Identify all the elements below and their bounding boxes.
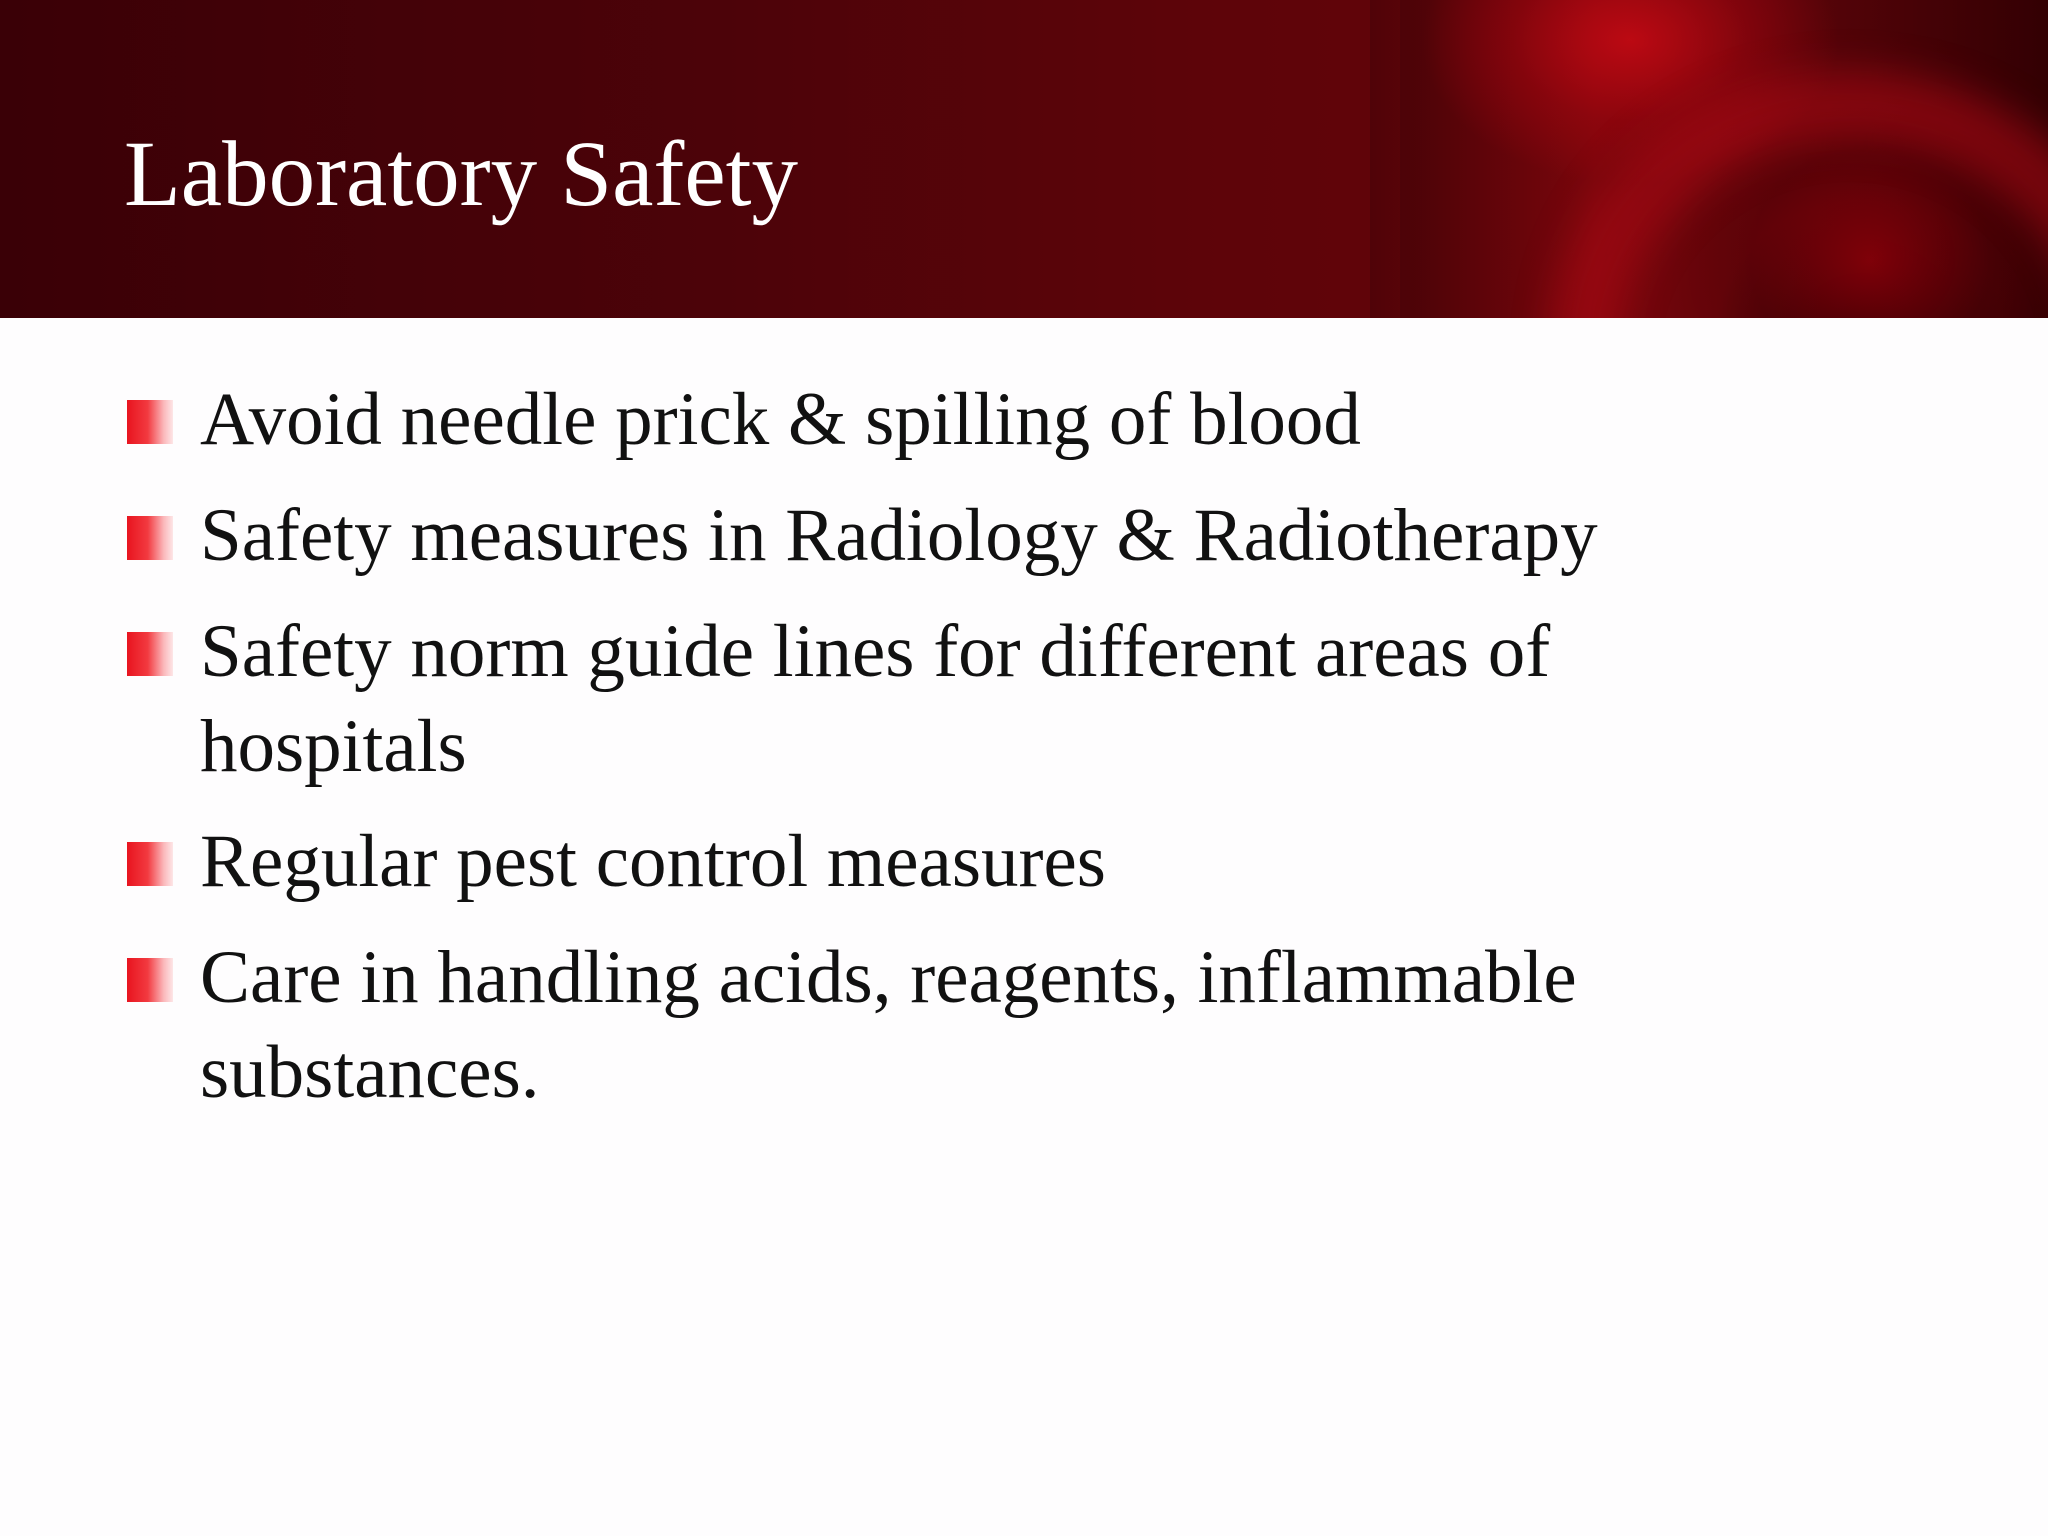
bullet-marker-icon [127, 400, 173, 444]
bullet-marker-icon [127, 842, 173, 886]
bullet-text: Avoid needle prick & spilling of blood [200, 378, 1361, 461]
header-decorative-image [1400, 0, 2048, 318]
bullet-marker-icon [127, 958, 173, 1002]
bullet-text: Safety norm guide lines for different areas of hospitals [200, 610, 1551, 788]
bullet-text: Safety measures in Radiology & Radiotherapy [200, 494, 1598, 577]
bullet-text: Regular pest control measures [200, 820, 1106, 903]
slide-title: Laboratory Safety [124, 123, 798, 226]
bullet-text: Care in handling acids, reagents, inflammable substances. [200, 936, 1577, 1114]
bullet-marker-icon [127, 516, 173, 560]
bullet-marker-icon [127, 632, 173, 676]
